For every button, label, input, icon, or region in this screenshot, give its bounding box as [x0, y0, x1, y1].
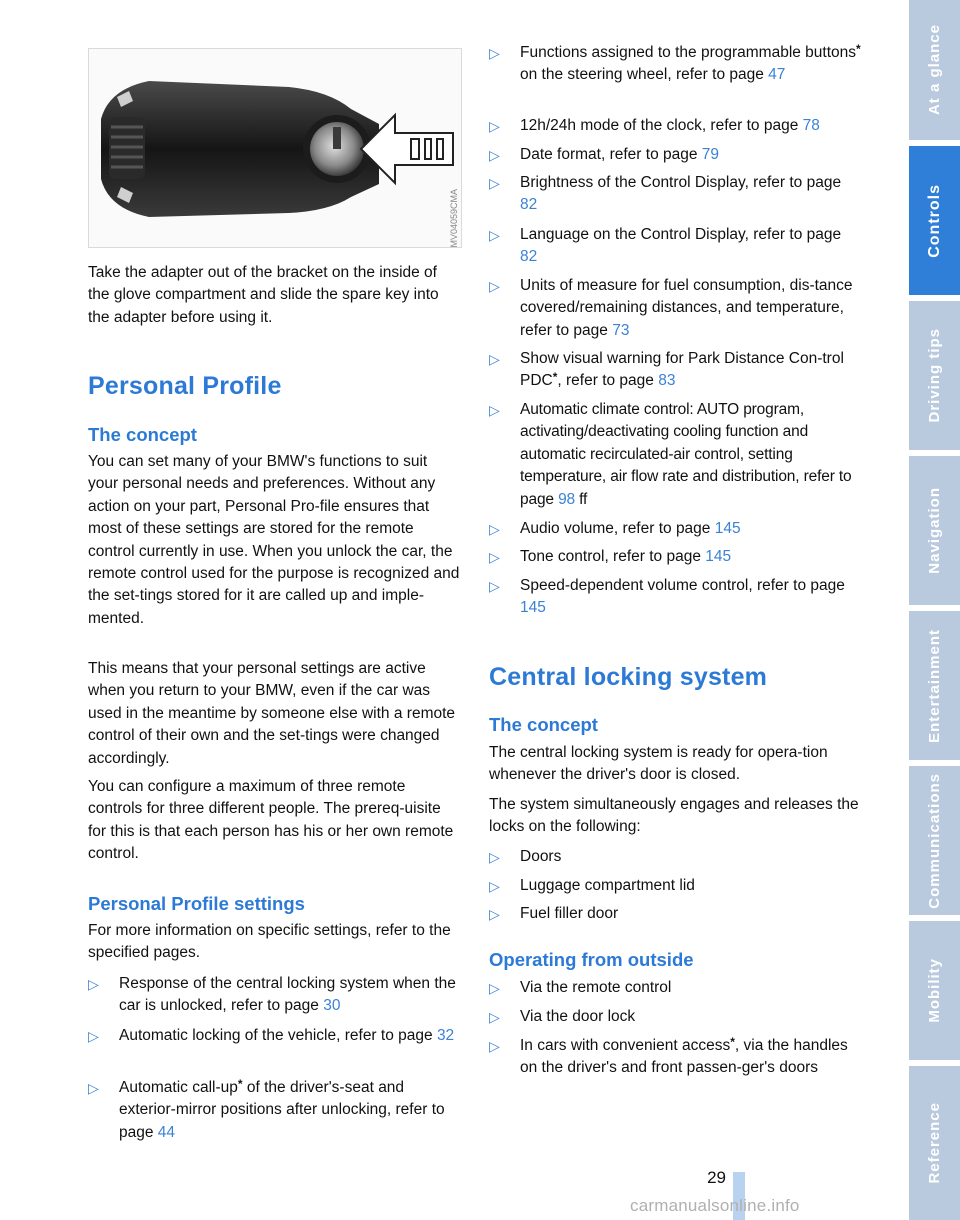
page-link[interactable]: 82 — [520, 196, 538, 214]
subheading-settings: Personal Profile settings — [88, 893, 305, 914]
settings-intro: For more information on specific settings, refer to the specified pages. — [88, 922, 451, 962]
key-adapter-figure — [88, 48, 462, 248]
bullet-marker: ▷ — [489, 147, 500, 163]
list-item: ▷ In cars with convenient access*, via the handles on the driver's and front passen-ger's doors — [489, 1035, 861, 1080]
subheading-operating-outside: Operating from outside — [489, 949, 694, 970]
page-link[interactable]: 83 — [658, 372, 676, 390]
bullet-marker: ▷ — [489, 849, 500, 865]
list-item: ▷ Response of the central locking system when the car is unlocked, refer to page 30 — [88, 973, 460, 1018]
section-title-central-locking: Central locking system — [489, 663, 768, 691]
page-link[interactable]: 98 — [558, 490, 576, 508]
list-item: ▷ Fuel filler door — [489, 903, 861, 925]
list-item: ▷ Audio volume, refer to page 145 — [489, 518, 861, 540]
page-link[interactable]: 78 — [802, 117, 820, 134]
list-item: ▷ Speed-dependent volume control, refer to page 145 — [489, 575, 861, 620]
list-item: ▷ Via the door lock — [489, 1006, 861, 1028]
page-link[interactable]: 30 — [323, 997, 341, 1015]
subheading-concept: The concept — [88, 424, 197, 445]
tab-driving-tips[interactable]: Driving tips — [909, 301, 960, 450]
watermark: carmanualsonline.info — [630, 1196, 800, 1215]
list-item: ▷ Units of measure for fuel consumption, dis-tance covered/remaining distances, and temperature, refer to page 73 — [489, 275, 861, 342]
list-item: ▷ Via the remote control — [489, 977, 861, 999]
page-link[interactable]: 79 — [701, 146, 720, 163]
tab-entertainment[interactable]: Entertainment — [909, 611, 960, 760]
bullet-marker: ▷ — [489, 402, 500, 418]
optional-equipment-star: * — [237, 1077, 243, 1091]
tab-communications[interactable]: Communications — [909, 766, 960, 915]
page-link[interactable]: 32 — [436, 1027, 455, 1044]
central-locking-paragraph-2: The system simultaneously engages and releases the locks on the following: — [489, 796, 859, 836]
list-item: ▷ Automatic climate control: AUTO program, activating/deactivating cooling function and automatic recirculated-air control, setting temperature, air flow rate and distribution, refer to page 98 ff — [489, 399, 861, 511]
bullet-marker: ▷ — [88, 976, 99, 992]
tab-mobility[interactable]: Mobility — [909, 921, 960, 1060]
tab-at-a-glance[interactable]: At a glance — [909, 0, 960, 140]
section-title-personal-profile: Personal Profile — [88, 372, 282, 400]
bullet-marker: ▷ — [489, 118, 500, 134]
bullet-marker: ▷ — [88, 1028, 99, 1044]
list-item: ▷ Date format, refer to page 79 — [489, 144, 861, 166]
key-adapter-illustration — [89, 49, 461, 247]
list-item: ▷ Automatic call-up* of the driver's-seat and exterior-mirror positions after unlocking, refer to page 44 — [88, 1077, 460, 1144]
list-item: ▷ Luggage compartment lid — [489, 875, 861, 897]
tab-navigation[interactable]: Navigation — [909, 456, 960, 605]
optional-equipment-star: * — [730, 1035, 735, 1049]
concept-paragraph-1: You can set many of your BMW's functions to suit your personal needs and preferences. Without any action on your part, Personal Pro-file ensures that most of these settings are stored for the remote control currently in use. When you unlock the car, the remote control used for the purpose is recognized and the set-tings stored for it are called up and imple-mented. — [88, 453, 460, 627]
bullet-marker: ▷ — [489, 980, 500, 996]
list-item: ▷ Brightness of the Control Display, refer to page 82 — [489, 172, 861, 217]
bullet-marker: ▷ — [489, 227, 500, 243]
intro-paragraph: Take the adapter out of the bracket on the inside of the glove compartment and slide the spare key into the adapter before using it. — [88, 264, 439, 326]
concept-paragraph-3: You can configure a maximum of three remote controls for three different people. The prereq-uisite for this is that each person has his or her own remote control. — [88, 778, 454, 863]
bullet-marker: ▷ — [489, 878, 500, 894]
page-link[interactable]: 145 — [705, 548, 732, 565]
concept-paragraph-2: This means that your personal settings are active when you return to your BMW, even if the car was used in the meantime by someone else with a remote control of their own and the set-tings were changed accordingly. — [88, 660, 456, 767]
list-item: ▷ Tone control, refer to page 145 — [489, 546, 861, 568]
tab-controls[interactable]: Controls — [909, 146, 960, 295]
list-item: ▷ 12h/24h mode of the clock, refer to page 78 — [489, 115, 861, 137]
bullet-marker: ▷ — [489, 549, 500, 565]
bullet-marker: ▷ — [489, 906, 500, 922]
list-item: ▷ Functions assigned to the programmable buttons* on the steering wheel, refer to page 47 — [489, 42, 861, 87]
bullet-marker: ▷ — [88, 1080, 99, 1096]
bullet-marker: ▷ — [489, 521, 500, 537]
page-link[interactable]: 145 — [520, 599, 546, 617]
list-item: ▷ Show visual warning for Park Distance Con-trol PDC*, refer to page 83 — [489, 348, 861, 393]
bullet-marker: ▷ — [489, 351, 500, 367]
page-link[interactable]: 44 — [157, 1123, 176, 1141]
page-link[interactable]: 145 — [714, 520, 741, 537]
page-link[interactable]: 73 — [612, 321, 630, 339]
page-link[interactable]: 47 — [768, 66, 786, 84]
page-number: 29 — [707, 1168, 726, 1187]
chapter-tabs — [909, 0, 960, 1220]
bullet-marker: ▷ — [489, 1038, 500, 1054]
page-link[interactable]: 82 — [520, 248, 538, 266]
list-item: ▷ Automatic locking of the vehicle, refer to page 32 — [88, 1025, 460, 1047]
optional-equipment-star: * — [552, 370, 558, 385]
bullet-marker: ▷ — [489, 278, 500, 294]
bullet-marker: ▷ — [489, 578, 500, 594]
bullet-marker: ▷ — [489, 175, 500, 191]
optional-equipment-star: * — [856, 42, 861, 56]
bullet-marker: ▷ — [489, 1009, 500, 1025]
bullet-marker: ▷ — [489, 45, 500, 61]
list-item: ▷ Language on the Control Display, refer to page 82 — [489, 224, 861, 269]
figure-code: MV04059CMA — [449, 189, 459, 248]
tab-reference[interactable]: Reference — [909, 1066, 960, 1220]
central-locking-paragraph-1: The central locking system is ready for opera-tion whenever the driver's door is closed. — [489, 744, 828, 784]
list-item: ▷ Doors — [489, 846, 861, 868]
subheading-concept: The concept — [489, 714, 598, 735]
